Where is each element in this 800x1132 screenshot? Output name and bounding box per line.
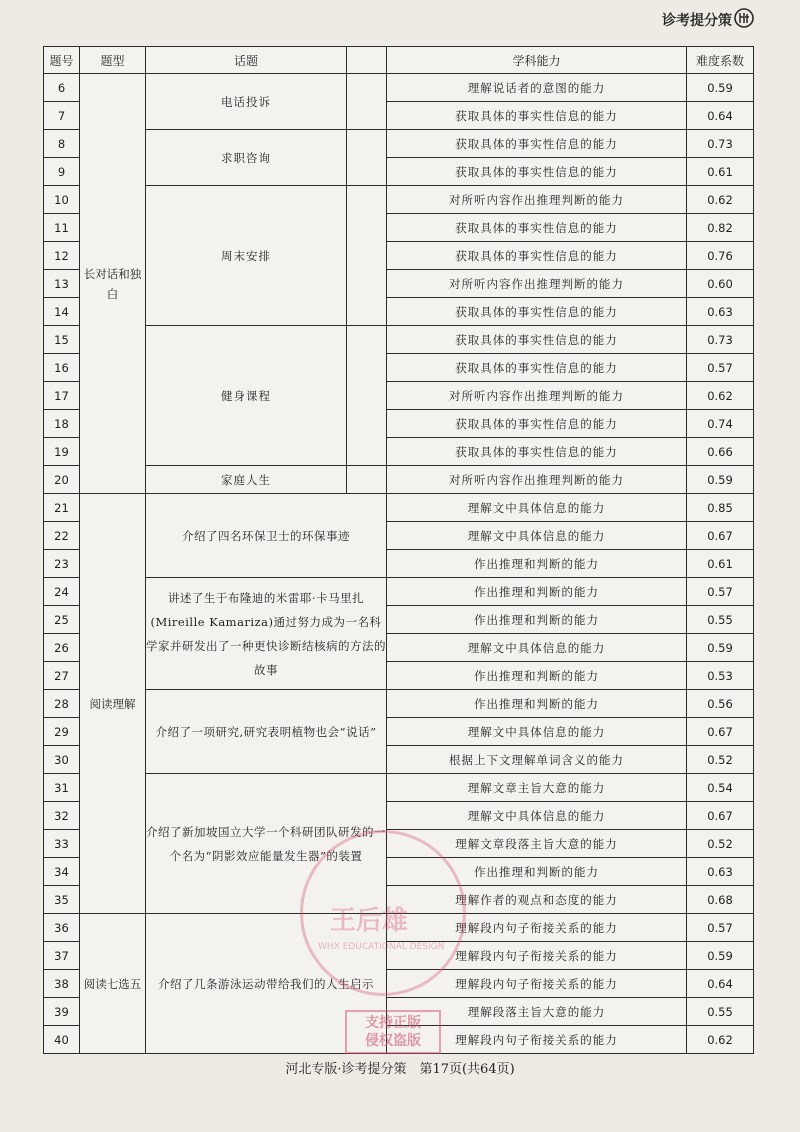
question-number: 19 [44, 438, 80, 466]
topic-spacer-cell [347, 326, 387, 466]
subject-ability: 理解文章主旨大意的能力 [387, 774, 687, 802]
difficulty-coefficient: 0.73 [687, 130, 754, 158]
difficulty-coefficient: 0.67 [687, 522, 754, 550]
subject-ability: 理解文章段落主旨大意的能力 [387, 830, 687, 858]
subject-ability: 获取具体的事实性信息的能力 [387, 102, 687, 130]
difficulty-coefficient: 0.55 [687, 998, 754, 1026]
difficulty-coefficient: 0.68 [687, 886, 754, 914]
subject-ability: 根据上下文理解单词含义的能力 [387, 746, 687, 774]
watermark-sub: WHX EDUCATIONAL DESIGN [318, 942, 445, 952]
passage-summary: 介绍了新加坡国立大学一个科研团队研发的一个名为“阴影效应能量发生器”的装置 [146, 774, 387, 914]
difficulty-coefficient: 0.52 [687, 830, 754, 858]
table-row [44, 130, 754, 158]
subject-ability: 理解段内句子衔接关系的能力 [387, 970, 687, 998]
header-spacer [347, 47, 387, 74]
header-num: 题号 [44, 47, 80, 74]
subject-ability: 获取具体的事实性信息的能力 [387, 242, 687, 270]
difficulty-coefficient: 0.60 [687, 270, 754, 298]
question-number: 39 [44, 998, 80, 1026]
difficulty-coefficient: 0.62 [687, 1026, 754, 1054]
difficulty-coefficient: 0.56 [687, 690, 754, 718]
difficulty-coefficient: 0.52 [687, 746, 754, 774]
subject-ability: 对所听内容作出推理判断的能力 [387, 270, 687, 298]
difficulty-coefficient: 0.73 [687, 326, 754, 354]
difficulty-coefficient: 0.54 [687, 774, 754, 802]
subject-ability: 理解段内句子衔接关系的能力 [387, 942, 687, 970]
subject-ability: 对所听内容作出推理判断的能力 [387, 382, 687, 410]
stamp-line-1: 支持正版 [365, 1015, 421, 1031]
question-number: 21 [44, 494, 80, 522]
passage-summary: 介绍了四名环保卫士的环保事迹 [146, 494, 387, 578]
subject-ability: 获取具体的事实性信息的能力 [387, 298, 687, 326]
question-number: 30 [44, 746, 80, 774]
difficulty-coefficient: 0.57 [687, 354, 754, 382]
question-number: 18 [44, 410, 80, 438]
difficulty-coefficient: 0.59 [687, 942, 754, 970]
subject-ability: 理解说话者的意图的能力 [387, 74, 687, 102]
question-number: 34 [44, 858, 80, 886]
question-number: 14 [44, 298, 80, 326]
question-number: 6 [44, 74, 80, 102]
difficulty-coefficient: 0.62 [687, 382, 754, 410]
topic-spacer-cell [347, 186, 387, 326]
table-row [44, 690, 754, 718]
difficulty-coefficient: 0.53 [687, 662, 754, 690]
difficulty-coefficient: 0.64 [687, 102, 754, 130]
difficulty-coefficient: 0.76 [687, 242, 754, 270]
question-number: 24 [44, 578, 80, 606]
question-number: 40 [44, 1026, 80, 1054]
difficulty-coefficient: 0.82 [687, 214, 754, 242]
header-topic: 话题 [146, 47, 347, 74]
subject-ability: 理解作者的观点和态度的能力 [387, 886, 687, 914]
question-number: 29 [44, 718, 80, 746]
question-number: 36 [44, 914, 80, 942]
passage-summary: 讲述了生于布隆迪的米雷耶·卡马里扎(Mireille Kamariza)通过努力成为一名科学家并研发出了一种更快诊断结核病的方法的故事 [146, 578, 387, 690]
topic-cell: 求职咨询 [146, 130, 347, 186]
topic-cell: 电话投诉 [146, 74, 347, 130]
subject-ability: 理解文中具体信息的能力 [387, 522, 687, 550]
question-number: 20 [44, 466, 80, 494]
question-type: 长对话和独白 [80, 74, 146, 494]
difficulty-coefficient: 0.63 [687, 858, 754, 886]
topic-cell: 家庭人生 [146, 466, 347, 494]
subject-ability: 获取具体的事实性信息的能力 [387, 410, 687, 438]
passage-summary: 介绍了一项研究,研究表明植物也会“说话” [146, 690, 387, 774]
subject-ability: 获取具体的事实性信息的能力 [387, 158, 687, 186]
difficulty-coefficient: 0.67 [687, 802, 754, 830]
difficulty-coefficient: 0.57 [687, 578, 754, 606]
subject-ability: 获取具体的事实性信息的能力 [387, 214, 687, 242]
subject-ability: 对所听内容作出推理判断的能力 [387, 186, 687, 214]
difficulty-coefficient: 0.55 [687, 606, 754, 634]
question-number: 38 [44, 970, 80, 998]
topic-spacer-cell [347, 130, 387, 186]
question-type: 阅读七选五 [80, 914, 146, 1054]
subject-ability: 作出推理和判断的能力 [387, 858, 687, 886]
question-number: 10 [44, 186, 80, 214]
question-number: 9 [44, 158, 80, 186]
table-row [44, 74, 754, 102]
subject-ability: 理解段落主旨大意的能力 [387, 998, 687, 1026]
header-title: 诊考提分策 [662, 13, 732, 29]
question-number: 31 [44, 774, 80, 802]
page-footer: 河北专版·诊考提分策 第17页(共64页) [285, 1062, 515, 1077]
difficulty-coefficient: 0.64 [687, 970, 754, 998]
score-table [43, 46, 754, 1054]
subject-ability: 理解文中具体信息的能力 [387, 494, 687, 522]
difficulty-coefficient: 0.59 [687, 74, 754, 102]
topic-spacer-cell [347, 74, 387, 130]
question-number: 37 [44, 942, 80, 970]
header-ability: 学科能力 [387, 47, 687, 74]
question-number: 25 [44, 606, 80, 634]
question-number: 35 [44, 886, 80, 914]
table-header-row [44, 47, 754, 74]
subject-ability: 作出推理和判断的能力 [387, 550, 687, 578]
question-number: 16 [44, 354, 80, 382]
subject-ability: 作出推理和判断的能力 [387, 662, 687, 690]
difficulty-coefficient: 0.74 [687, 410, 754, 438]
difficulty-coefficient: 0.67 [687, 718, 754, 746]
table-row [44, 186, 754, 214]
question-number: 8 [44, 130, 80, 158]
question-number: 15 [44, 326, 80, 354]
question-number: 12 [44, 242, 80, 270]
subject-ability: 获取具体的事实性信息的能力 [387, 130, 687, 158]
table-row [44, 774, 754, 802]
difficulty-coefficient: 0.61 [687, 158, 754, 186]
difficulty-coefficient: 0.63 [687, 298, 754, 326]
table-row [44, 466, 754, 494]
subject-ability: 理解段内句子衔接关系的能力 [387, 914, 687, 942]
question-number: 22 [44, 522, 80, 550]
difficulty-coefficient: 0.59 [687, 634, 754, 662]
question-number: 28 [44, 690, 80, 718]
subject-ability: 理解文中具体信息的能力 [387, 802, 687, 830]
table-row [44, 326, 754, 354]
question-number: 27 [44, 662, 80, 690]
subject-ability: 获取具体的事实性信息的能力 [387, 326, 687, 354]
subject-ability: 理解文中具体信息的能力 [387, 634, 687, 662]
question-number: 26 [44, 634, 80, 662]
question-number: 32 [44, 802, 80, 830]
topic-cell: 周末安排 [146, 186, 347, 326]
question-number: 11 [44, 214, 80, 242]
topic-spacer-cell [347, 466, 387, 494]
subject-ability: 理解文中具体信息的能力 [387, 718, 687, 746]
difficulty-coefficient: 0.62 [687, 186, 754, 214]
rt-logo-icon [734, 8, 754, 28]
subject-ability: 获取具体的事实性信息的能力 [387, 354, 687, 382]
table-row [44, 578, 754, 606]
subject-ability: 对所听内容作出推理判断的能力 [387, 466, 687, 494]
passage-summary: 介绍了几条游泳运动带给我们的人生启示 [146, 914, 387, 1054]
question-type: 阅读理解 [80, 494, 146, 914]
question-number: 7 [44, 102, 80, 130]
question-number: 17 [44, 382, 80, 410]
difficulty-coefficient: 0.61 [687, 550, 754, 578]
subject-ability: 作出推理和判断的能力 [387, 690, 687, 718]
header-difficulty: 难度系数 [687, 47, 754, 74]
question-number: 13 [44, 270, 80, 298]
subject-ability: 作出推理和判断的能力 [387, 578, 687, 606]
question-number: 23 [44, 550, 80, 578]
header-type: 题型 [80, 47, 146, 74]
stamp-line-2: 侵权盗版 [365, 1033, 421, 1049]
subject-ability: 理解段内句子衔接关系的能力 [387, 1026, 687, 1054]
watermark-brand: 王后雄 [330, 906, 409, 936]
difficulty-coefficient: 0.59 [687, 466, 754, 494]
difficulty-coefficient: 0.85 [687, 494, 754, 522]
table-row [44, 494, 754, 522]
question-number: 33 [44, 830, 80, 858]
subject-ability: 获取具体的事实性信息的能力 [387, 438, 687, 466]
difficulty-coefficient: 0.66 [687, 438, 754, 466]
topic-cell: 健身课程 [146, 326, 347, 466]
difficulty-coefficient: 0.57 [687, 914, 754, 942]
subject-ability: 作出推理和判断的能力 [387, 606, 687, 634]
table-row [44, 914, 754, 942]
